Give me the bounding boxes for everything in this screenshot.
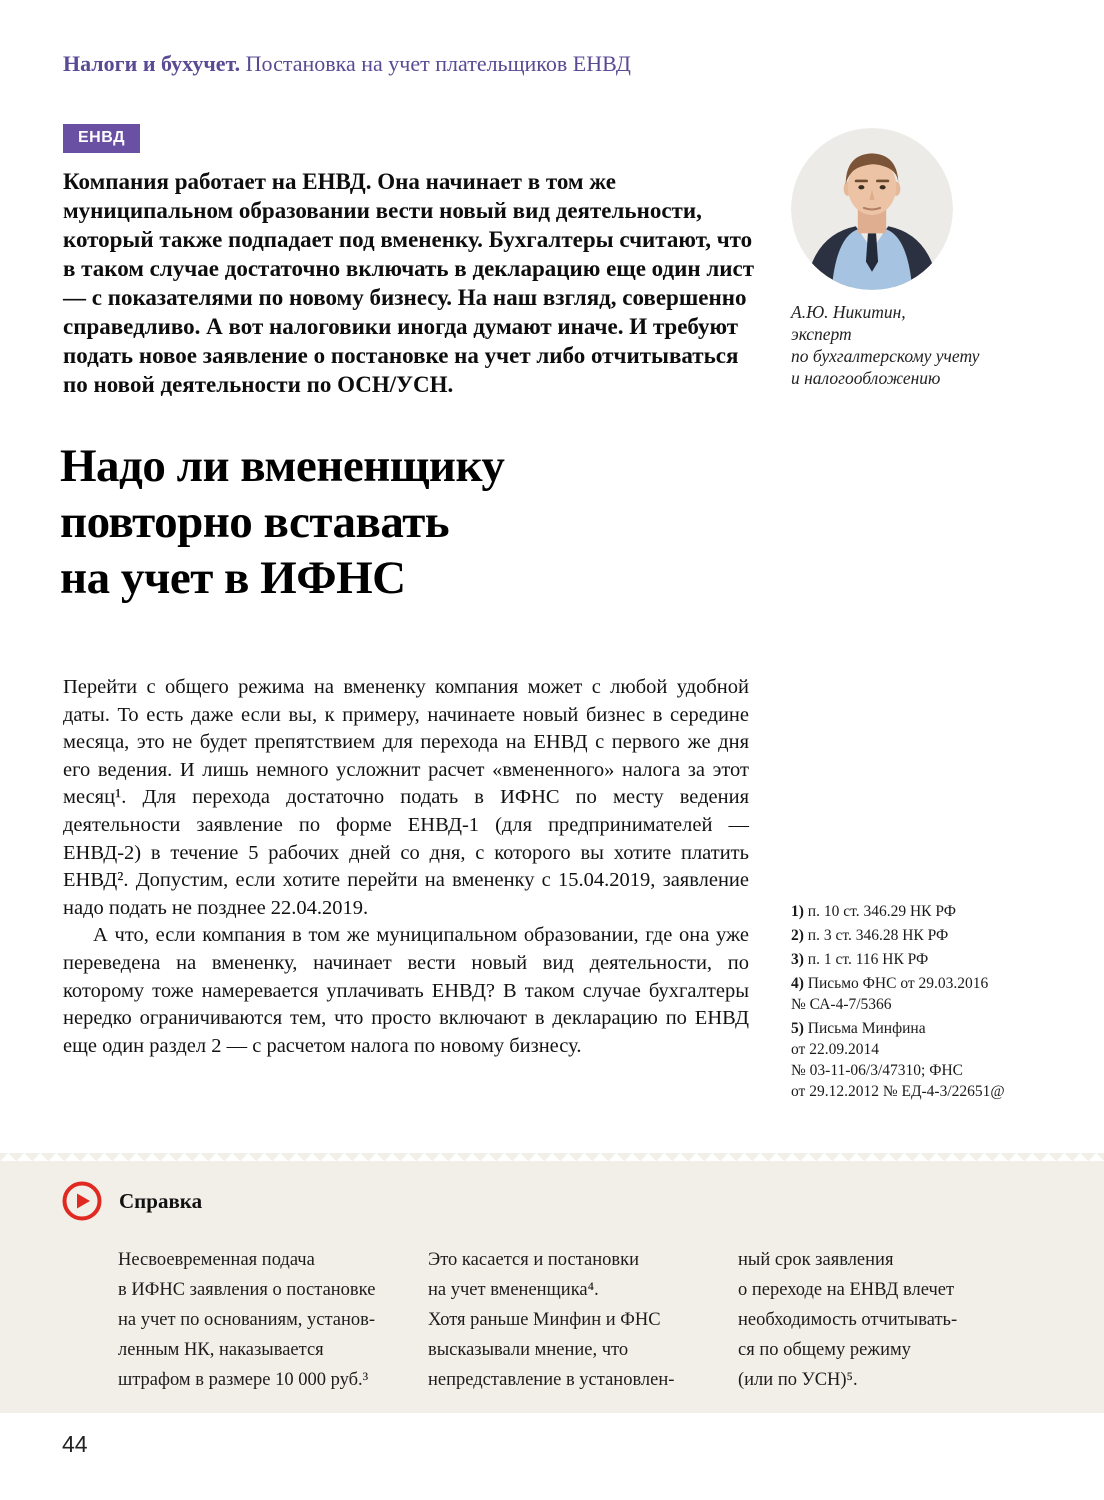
body-paragraph-2: А что, если компания в том же муниципальном образовании, где она уже переведена на вмененку, начинает вести новый вид деятельности, по которому тоже намеревается уплачивать ЕНВД? В таком случае бухгалтеры нередко ограничиваются тем, что просто включают в декларацию по ЕНВД еще один раздел 2 — с расчетом налога по новому бизнесу.	[63, 924, 749, 1057]
reference-box-columns	[118, 1245, 1018, 1395]
author-role-2: по бухгалтерскому учету	[791, 346, 980, 366]
footnote-5-number: 5)	[791, 1020, 804, 1037]
page-number: 44	[62, 1431, 88, 1457]
footnote-5-text: Письма Минфина	[807, 1020, 926, 1037]
ref-col3-line: о переходе на ЕНВД влечет	[738, 1280, 955, 1300]
footnote-5-text-3: № 03-11-06/3/47310; ФНС	[791, 1062, 963, 1079]
ref-col1-line: ленным НК, наказывается	[118, 1340, 324, 1360]
author-role-3: и налогообложению	[791, 368, 941, 388]
tax-regime-badge: ЕНВД	[63, 124, 140, 153]
ref-col1-line: штрафом в размере 10 000 руб.³	[118, 1370, 369, 1390]
author-caption	[791, 301, 1041, 389]
footnote-3-number: 3)	[791, 951, 804, 968]
play-circle-icon	[62, 1181, 102, 1221]
footnote-4-text-2: № СА-4-7/5366	[791, 996, 892, 1013]
ref-col2-line: Это касается и постановки	[428, 1250, 640, 1270]
rubric-section: Налоги и бухучет.	[63, 51, 241, 76]
ref-col2-line: на учет вмененщика⁴.	[428, 1280, 599, 1300]
ref-col3-line: необходимость отчитывать-	[738, 1310, 958, 1330]
footnote-2-number: 2)	[791, 927, 804, 944]
ref-col2-line: высказывали мнение, что	[428, 1340, 629, 1360]
footnote-4	[791, 973, 1041, 1015]
footnote-4-text: Письмо ФНС от 29.03.2016	[807, 975, 989, 992]
footnote-2	[791, 925, 1041, 946]
author-portrait-illustration	[791, 128, 953, 290]
author-name: А.Ю. Никитин,	[791, 302, 906, 322]
footnote-3	[791, 949, 1041, 970]
footnote-5-text-4: от 29.12.2012 № ЕД-4-3/22651@	[791, 1083, 1005, 1100]
footnote-5	[791, 1018, 1041, 1102]
ref-col3-line: ный срок заявления	[738, 1250, 894, 1270]
ref-col1-line: на учет по основаниям, установ-	[118, 1310, 376, 1330]
footnote-5-text-2: от 22.09.2014	[791, 1041, 879, 1058]
rubric-topic: Постановка на учет плательщиков ЕНВД	[240, 51, 631, 76]
reference-column-1	[118, 1245, 398, 1395]
author-photo	[791, 128, 953, 290]
ref-col3-line: (или по УСН)⁵.	[738, 1370, 858, 1390]
ref-col1-line: в ИФНС заявления о постановке	[118, 1280, 376, 1300]
reference-box	[0, 1161, 1104, 1413]
author-role: эксперт	[791, 324, 852, 344]
body-paragraph-1: Перейти с общего режима на вмененку компания может с любой удобной даты. То есть даже если вы, к примеру, начинаете новый бизнес в середине месяца, это не будет препятствием для перехода на ЕНВД с первого же дня его ведения. И лишь немного усложнит расчет «вмененного» налога за этот месяц¹. Для перехода достаточно подать в ИФНС по месту ведения деятельности заявление по форме ЕНВД-1 (для предпринимателей — ЕНВД-2) в течение 5 рабочих дней со дня, с которого вы хотите платить ЕНВД². Допустим, если хотите перейти на вмененку с 15.04.2019, заявление надо подать не позднее 22.04.2019.	[63, 676, 749, 919]
headline-line-2: повторно вставать	[60, 496, 450, 548]
rubric-line	[63, 50, 631, 78]
footnote-3-text: п. 1 ст. 116 НК РФ	[807, 951, 929, 968]
reference-column-2	[428, 1245, 708, 1395]
ref-col3-line: ся по общему режиму	[738, 1340, 911, 1360]
ref-col1-line: Несвоевременная подача	[118, 1250, 315, 1270]
footnote-1	[791, 901, 1041, 922]
article-headline	[60, 438, 780, 606]
ref-col2-line: непредставление в установлен-	[428, 1370, 675, 1390]
footnotes-sidebar	[791, 901, 1041, 1105]
article-body	[63, 674, 749, 1060]
footnote-1-text: п. 10 ст. 346.29 НК РФ	[807, 903, 956, 920]
headline-line-1: Надо ли вмененщику	[60, 440, 505, 492]
footnote-1-number: 1)	[791, 903, 804, 920]
footnote-2-text: п. 3 ст. 346.28 НК РФ	[807, 927, 949, 944]
footnote-4-number: 4)	[791, 975, 804, 992]
reference-column-3	[738, 1245, 1018, 1395]
reference-box-title: Справка	[119, 1188, 203, 1213]
headline-line-3: на учет в ИФНС	[60, 552, 406, 604]
reference-box-header	[62, 1181, 202, 1221]
ref-col2-line: Хотя раньше Минфин и ФНС	[428, 1310, 661, 1330]
lead-paragraph: Компания работает на ЕНВД. Она начинает в том же муниципальном образовании вести новый вид деятельности, который также подпадает под вмененку. Бухгалтеры считают, что в таком случае достаточно включать в декларацию еще один лист — с показателями по новому бизнесу. На наш взгляд, совершенно справедливо. А вот налоговики иногда думают иначе. И требуют подать новое заявление о постановке на учет либо отчитываться по новой деятельности по ОСН/УСН.	[63, 169, 755, 397]
